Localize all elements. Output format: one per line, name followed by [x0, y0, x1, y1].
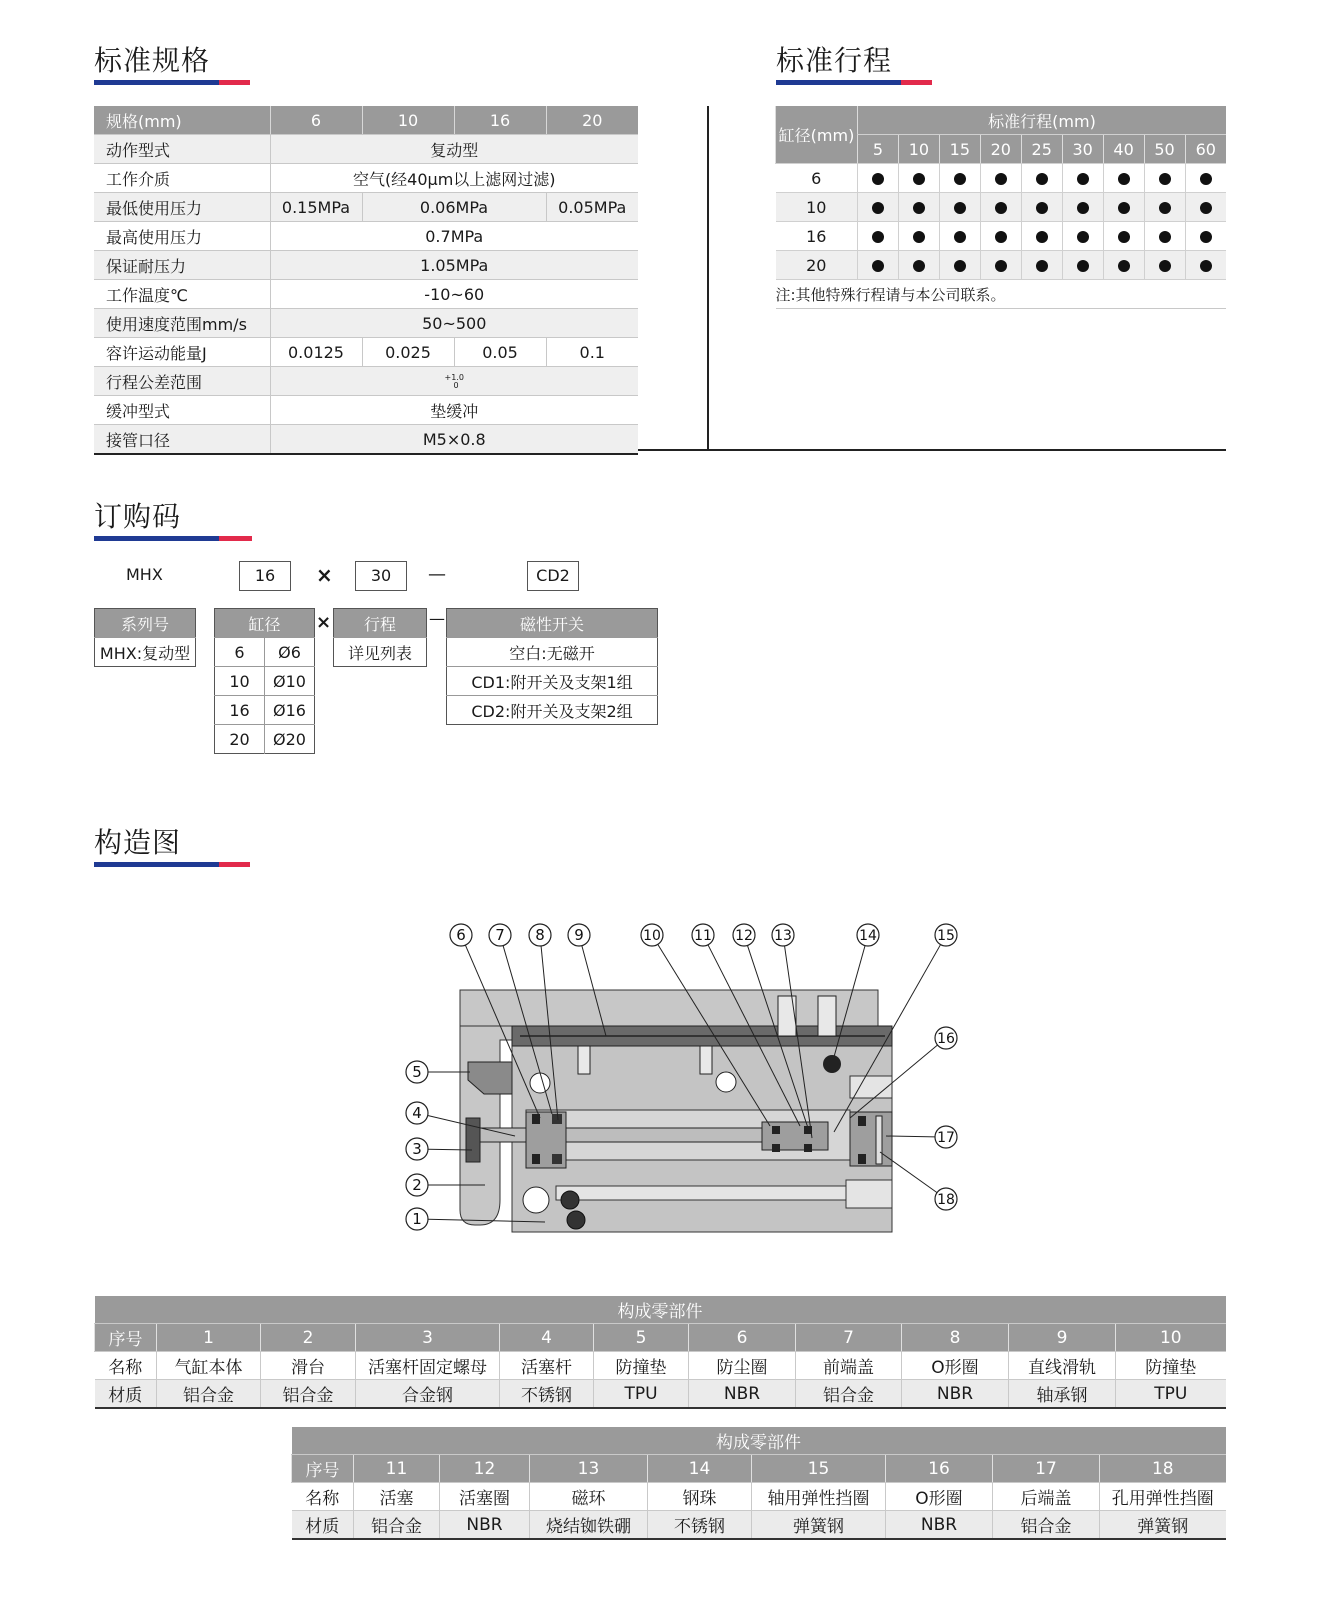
- spec-value: 0.15MPa: [270, 193, 362, 222]
- order-example-switch: CD2: [527, 561, 579, 591]
- spec-value: 50~500: [270, 309, 638, 338]
- part-name: 防撞垫: [1116, 1352, 1226, 1380]
- stroke-cell: [1062, 251, 1103, 280]
- spec-header-size: 6: [270, 106, 362, 135]
- stroke-note: 注:其他特殊行程请与本公司联系。: [776, 280, 1227, 309]
- available-dot-icon: [1159, 202, 1171, 214]
- spec-label: 最高使用压力: [94, 222, 270, 251]
- part-name: 防撞垫: [594, 1352, 689, 1380]
- stroke-value-header: 30: [1062, 135, 1103, 164]
- spec-value: M5×0.8: [270, 425, 638, 455]
- spec-value: 0.7MPa: [270, 222, 638, 251]
- part-name: 钢珠: [648, 1483, 752, 1511]
- available-dot-icon: [872, 173, 884, 185]
- switch-option: CD1:附开关及支架1组: [447, 667, 658, 696]
- part-name: 活塞杆: [500, 1352, 594, 1380]
- order-times-separator: ×: [316, 612, 332, 633]
- callout-number: 7: [495, 926, 505, 944]
- section-divider: [707, 106, 709, 450]
- parts-table-caption: 构成零部件: [292, 1427, 1226, 1455]
- stroke-cell: [1062, 164, 1103, 193]
- stroke-value-header: 20: [980, 135, 1021, 164]
- stroke-cell: [1062, 222, 1103, 251]
- callout-number: 4: [412, 1104, 422, 1122]
- part-material: 铝合金: [157, 1380, 261, 1409]
- part-name: 孔用弹性挡圈: [1100, 1483, 1226, 1511]
- part-number: 1: [157, 1324, 261, 1352]
- callout-number: 10: [643, 928, 661, 944]
- part-material: NBR: [902, 1380, 1009, 1409]
- part-material: 不锈钢: [500, 1380, 594, 1409]
- part-number: 9: [1009, 1324, 1116, 1352]
- section-bottom-rule: [638, 449, 1226, 451]
- order-section-title: 订购码: [94, 500, 182, 533]
- stroke-cell: [1103, 251, 1144, 280]
- available-dot-icon: [872, 260, 884, 272]
- bore-code: 6: [215, 638, 265, 667]
- bore-diameter: Ø20: [265, 725, 315, 754]
- available-dot-icon: [995, 231, 1007, 243]
- spec-value: 0.025: [362, 338, 454, 367]
- available-dot-icon: [1118, 260, 1130, 272]
- spec-header-size: 16: [454, 106, 546, 135]
- order-series-header: 系列号: [95, 609, 196, 638]
- part-number: 10: [1116, 1324, 1226, 1352]
- stroke-table: [775, 106, 1226, 309]
- available-dot-icon: [954, 202, 966, 214]
- part-name: 前端盖: [796, 1352, 902, 1380]
- spec-header-label: 规格(mm): [94, 106, 270, 135]
- stroke-cell: [939, 251, 980, 280]
- spec-row-max-pressure: [94, 222, 638, 251]
- callout-number: 9: [574, 926, 584, 944]
- stroke-cell: [1021, 164, 1062, 193]
- stroke-cell: [980, 193, 1021, 222]
- available-dot-icon: [1200, 260, 1212, 272]
- available-dot-icon: [872, 202, 884, 214]
- available-dot-icon: [1200, 231, 1212, 243]
- spec-value: 垫缓冲: [270, 396, 638, 425]
- callout-number: 13: [774, 928, 792, 944]
- stroke-cell: [1103, 193, 1144, 222]
- stroke-cell: [1185, 251, 1226, 280]
- part-name: 磁环: [530, 1483, 648, 1511]
- stroke-value-header: 15: [939, 135, 980, 164]
- available-dot-icon: [995, 202, 1007, 214]
- part-number: 6: [689, 1324, 796, 1352]
- parts-row-label: 序号: [95, 1324, 157, 1352]
- part-material: 铝合金: [796, 1380, 902, 1409]
- stroke-section-title: 标准行程: [776, 44, 893, 77]
- stroke-cell: [980, 164, 1021, 193]
- bore-code: 16: [215, 696, 265, 725]
- available-dot-icon: [913, 173, 925, 185]
- part-number: 15: [752, 1455, 886, 1483]
- available-dot-icon: [995, 260, 1007, 272]
- order-title-underline: [94, 536, 252, 541]
- callout-number: 14: [859, 928, 877, 944]
- bore-code: 10: [215, 667, 265, 696]
- bore-diameter: Ø16: [265, 696, 315, 725]
- part-number: 4: [500, 1324, 594, 1352]
- parts-table-2: [291, 1427, 1226, 1540]
- tolerance-lower: 0: [453, 381, 459, 390]
- order-dash-separator: —: [429, 609, 445, 628]
- parts-table-1: [94, 1296, 1226, 1409]
- available-dot-icon: [1159, 173, 1171, 185]
- available-dot-icon: [1036, 231, 1048, 243]
- part-number: 18: [1100, 1455, 1226, 1483]
- part-material: TPU: [1116, 1380, 1226, 1409]
- part-number: 5: [594, 1324, 689, 1352]
- callout-leader-line: [886, 1136, 935, 1137]
- stroke-cell: [858, 193, 899, 222]
- stroke-value-header: 25: [1021, 135, 1062, 164]
- order-switch-table: [446, 608, 658, 725]
- structure-title-underline: [94, 862, 250, 867]
- spec-label: 保证耐压力: [94, 251, 270, 280]
- part-name: 防尘圈: [689, 1352, 796, 1380]
- stroke-header-row: [776, 106, 1227, 135]
- parts-row-label: 名称: [292, 1483, 354, 1511]
- part-name: 气缸本体: [157, 1352, 261, 1380]
- part-material: 铝合金: [993, 1511, 1100, 1540]
- stroke-cell: [1144, 222, 1185, 251]
- spec-value: [270, 367, 638, 396]
- order-series-value: MHX:复动型: [95, 638, 196, 667]
- spec-row-cushion: [94, 396, 638, 425]
- spec-row-tolerance: [94, 367, 638, 396]
- part-material: 不锈钢: [648, 1511, 752, 1540]
- part-number: 8: [902, 1324, 1009, 1352]
- parts-name-row: [95, 1352, 1226, 1380]
- callout-number: 5: [412, 1063, 422, 1081]
- available-dot-icon: [913, 231, 925, 243]
- structure-section-title: 构造图: [94, 826, 182, 859]
- spec-header-row: [94, 106, 638, 135]
- order-switch-header: 磁性开关: [447, 609, 658, 638]
- part-name: O形圈: [902, 1352, 1009, 1380]
- stroke-cell: [980, 222, 1021, 251]
- spec-value: 0.06MPa: [362, 193, 546, 222]
- spec-row-medium: [94, 164, 638, 193]
- part-name: 直线滑轨: [1009, 1352, 1116, 1380]
- spec-label: 动作型式: [94, 135, 270, 164]
- part-number: 11: [354, 1455, 440, 1483]
- tolerance-upper: +1.0: [444, 373, 464, 382]
- stroke-cell: [1021, 193, 1062, 222]
- parts-number-row: [292, 1455, 1226, 1483]
- spec-row-speed: [94, 309, 638, 338]
- stroke-cell: [1144, 193, 1185, 222]
- callout-number: 15: [937, 928, 955, 944]
- parts-material-row: [292, 1511, 1226, 1540]
- stroke-value-header: 50: [1144, 135, 1185, 164]
- spec-label: 缓冲型式: [94, 396, 270, 425]
- spec-value: 0.0125: [270, 338, 362, 367]
- parts-material-row: [95, 1380, 1226, 1409]
- part-material: 铝合金: [354, 1511, 440, 1540]
- available-dot-icon: [1118, 173, 1130, 185]
- stroke-value-header: 60: [1185, 135, 1226, 164]
- spec-value: 0.05: [454, 338, 546, 367]
- spec-title-underline: [94, 80, 250, 85]
- part-number: 17: [993, 1455, 1100, 1483]
- part-name: 后端盖: [993, 1483, 1100, 1511]
- order-bore-table: [214, 608, 315, 754]
- spec-row-energy: [94, 338, 638, 367]
- available-dot-icon: [954, 260, 966, 272]
- part-number: 2: [261, 1324, 356, 1352]
- spec-label: 接管口径: [94, 425, 270, 455]
- part-material: 烧结铷铁硼: [530, 1511, 648, 1540]
- stroke-cell: [1103, 164, 1144, 193]
- stroke-bore-label: 10: [776, 193, 858, 222]
- spec-value: 空气(经40μm以上滤网过滤): [270, 164, 638, 193]
- bore-diameter: Ø6: [265, 638, 315, 667]
- part-number: 16: [886, 1455, 993, 1483]
- stroke-cell: [858, 251, 899, 280]
- stroke-bore-label: 20: [776, 251, 858, 280]
- part-name: 活塞杆固定螺母: [356, 1352, 500, 1380]
- spec-row-port: [94, 425, 638, 455]
- stroke-bore-header: 缸径(mm): [776, 106, 858, 164]
- part-name: 活塞: [354, 1483, 440, 1511]
- stroke-cell: [939, 164, 980, 193]
- spec-label: 行程公差范围: [94, 367, 270, 396]
- callout-number: 1: [412, 1210, 422, 1228]
- available-dot-icon: [1159, 231, 1171, 243]
- stroke-cell: [1021, 222, 1062, 251]
- stroke-bore-label: 16: [776, 222, 858, 251]
- spec-value: 0.05MPa: [546, 193, 638, 222]
- part-material: TPU: [594, 1380, 689, 1409]
- tolerance-value: [445, 374, 464, 390]
- stroke-cell: [898, 222, 939, 251]
- available-dot-icon: [1077, 202, 1089, 214]
- parts-row-label: 材质: [292, 1511, 354, 1540]
- stroke-cell: [898, 164, 939, 193]
- available-dot-icon: [1036, 260, 1048, 272]
- available-dot-icon: [954, 173, 966, 185]
- spec-table: [94, 106, 638, 455]
- parts-name-row: [292, 1483, 1226, 1511]
- available-dot-icon: [1077, 231, 1089, 243]
- stroke-cell: [980, 251, 1021, 280]
- stroke-cell: [858, 222, 899, 251]
- spec-label: 工作温度℃: [94, 280, 270, 309]
- spec-label: 容许运动能量J: [94, 338, 270, 367]
- stroke-value-header: 5: [858, 135, 899, 164]
- available-dot-icon: [1159, 260, 1171, 272]
- order-series-table: [94, 608, 196, 667]
- order-example-bore: 16: [239, 561, 291, 591]
- order-example-series: MHX: [126, 565, 163, 584]
- spec-value: 1.05MPa: [270, 251, 638, 280]
- spec-row-proof-pressure: [94, 251, 638, 280]
- part-material: 弹簧钢: [752, 1511, 886, 1540]
- stroke-bore-label: 6: [776, 164, 858, 193]
- part-material: 铝合金: [261, 1380, 356, 1409]
- stroke-value-header: 10: [898, 135, 939, 164]
- available-dot-icon: [1077, 260, 1089, 272]
- parts-number-row: [95, 1324, 1226, 1352]
- spec-value: 0.1: [546, 338, 638, 367]
- callout-number: 11: [694, 928, 712, 944]
- available-dot-icon: [913, 202, 925, 214]
- stroke-note-row: [776, 280, 1227, 309]
- structure-diagram: [380, 900, 1000, 1250]
- part-name: O形圈: [886, 1483, 993, 1511]
- spec-value: 复动型: [270, 135, 638, 164]
- stroke-cell: [1021, 251, 1062, 280]
- order-bore-header: 缸径: [215, 609, 315, 638]
- stroke-row: [776, 222, 1227, 251]
- part-material: 弹簧钢: [1100, 1511, 1226, 1540]
- spec-header-size: 20: [546, 106, 638, 135]
- order-stroke-value: 详见列表: [334, 638, 427, 667]
- bore-code: 20: [215, 725, 265, 754]
- available-dot-icon: [872, 231, 884, 243]
- part-material: NBR: [440, 1511, 530, 1540]
- available-dot-icon: [1118, 202, 1130, 214]
- stroke-value-header: 40: [1103, 135, 1144, 164]
- order-example-stroke: 30: [355, 561, 407, 591]
- stroke-cell: [939, 193, 980, 222]
- part-name: 活塞圈: [440, 1483, 530, 1511]
- stroke-cell: [1185, 222, 1226, 251]
- order-times-symbol: ×: [316, 563, 333, 587]
- available-dot-icon: [995, 173, 1007, 185]
- callout-number: 17: [937, 1130, 955, 1146]
- spec-value: -10~60: [270, 280, 638, 309]
- stroke-cell: [1185, 164, 1226, 193]
- stroke-title-underline: [776, 80, 932, 85]
- stroke-cell: [858, 164, 899, 193]
- callout-number: 6: [456, 926, 466, 944]
- callout-number: 3: [412, 1140, 422, 1158]
- parts-table-caption: 构成零部件: [95, 1296, 1226, 1324]
- stroke-row: [776, 193, 1227, 222]
- stroke-header: 标准行程(mm): [858, 106, 1227, 135]
- spec-row-action: [94, 135, 638, 164]
- stroke-cell: [1144, 164, 1185, 193]
- part-number: 14: [648, 1455, 752, 1483]
- order-stroke-header: 行程: [334, 609, 427, 638]
- stroke-row: [776, 164, 1227, 193]
- callout-number: 8: [535, 926, 545, 944]
- available-dot-icon: [954, 231, 966, 243]
- available-dot-icon: [913, 260, 925, 272]
- part-material: NBR: [689, 1380, 796, 1409]
- stroke-cell: [1185, 193, 1226, 222]
- spec-label: 最低使用压力: [94, 193, 270, 222]
- stroke-cell: [939, 222, 980, 251]
- part-material: 轴承钢: [1009, 1380, 1116, 1409]
- switch-option: 空白:无磁开: [447, 638, 658, 667]
- callout-number: 2: [412, 1176, 422, 1194]
- spec-row-temperature: [94, 280, 638, 309]
- part-name: 滑台: [261, 1352, 356, 1380]
- available-dot-icon: [1077, 173, 1089, 185]
- parts-row-label: 名称: [95, 1352, 157, 1380]
- spec-section-title: 标准规格: [94, 44, 211, 77]
- spec-label: 使用速度范围mm/s: [94, 309, 270, 338]
- part-number: 12: [440, 1455, 530, 1483]
- available-dot-icon: [1036, 202, 1048, 214]
- stroke-cell: [898, 193, 939, 222]
- part-name: 轴用弹性挡圈: [752, 1483, 886, 1511]
- available-dot-icon: [1118, 231, 1130, 243]
- spec-row-min-pressure: [94, 193, 638, 222]
- available-dot-icon: [1200, 202, 1212, 214]
- spec-header-size: 10: [362, 106, 454, 135]
- part-material: 合金钢: [356, 1380, 500, 1409]
- order-stroke-table: [333, 608, 427, 667]
- part-number: 3: [356, 1324, 500, 1352]
- available-dot-icon: [1200, 173, 1212, 185]
- callout-number: 12: [735, 928, 753, 944]
- switch-option: CD2:附开关及支架2组: [447, 696, 658, 725]
- parts-row-label: 序号: [292, 1455, 354, 1483]
- callout-number: 18: [937, 1192, 955, 1208]
- part-material: NBR: [886, 1511, 993, 1540]
- part-number: 13: [530, 1455, 648, 1483]
- stroke-cell: [1062, 193, 1103, 222]
- cylinder-drawing: [460, 990, 892, 1232]
- stroke-cell: [1144, 251, 1185, 280]
- order-dash-symbol: —: [428, 564, 446, 585]
- part-number: 7: [796, 1324, 902, 1352]
- stroke-cell: [898, 251, 939, 280]
- spec-label: 工作介质: [94, 164, 270, 193]
- stroke-row: [776, 251, 1227, 280]
- available-dot-icon: [1036, 173, 1048, 185]
- stroke-cell: [1103, 222, 1144, 251]
- bore-diameter: Ø10: [265, 667, 315, 696]
- callout-number: 16: [937, 1031, 955, 1047]
- parts-row-label: 材质: [95, 1380, 157, 1409]
